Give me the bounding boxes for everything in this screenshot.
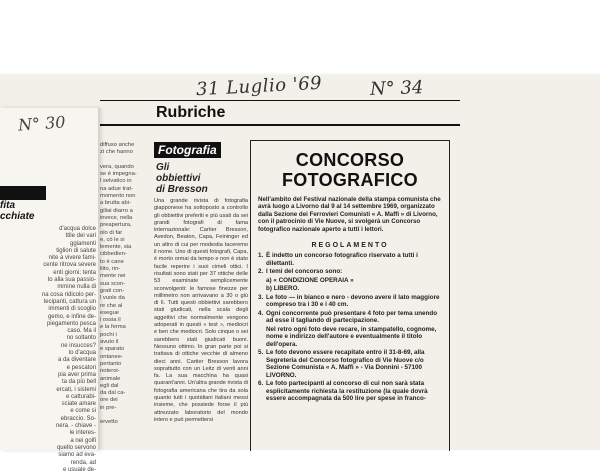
column-line: sua scon- [100,280,126,287]
column-line: noteroi- [100,368,120,375]
rule-item [258,310,444,325]
rule-item [258,326,444,349]
rule-number: 6. [258,380,264,387]
left-column-line: pia aver prima [57,371,96,378]
column-line: pochi i [100,331,117,338]
left-column-line: no soltanto [66,335,96,342]
column-line: in pre- [100,404,117,411]
rule-number: 5. [258,349,264,356]
left-column-line: le interes- [69,430,96,437]
column-line: cibbedien- [100,251,127,258]
section-title: Rubriche [156,104,226,121]
left-handwritten-number: N° 30 [17,112,67,135]
header-rule-bottom [100,124,460,126]
column-line [100,157,152,164]
column-line: diffuso anche [100,142,135,148]
column-line: e, cò le si [100,236,125,243]
column-line: animale [100,375,121,382]
rule-text: a) « CONDIZIONE OPERAIA » [266,276,354,284]
column-line: to è cane [100,258,124,265]
left-column-line: sciate amare [61,401,96,408]
column-line: giliai diarro a [100,207,133,214]
left-column-line: a nei golfi [70,437,96,444]
rule-text: I temi del concorso sono: [266,268,343,275]
handwritten-issue-number: N° 34 [369,77,424,100]
left-column-line: immenti di scoglio [48,306,96,313]
left-column-line: ercati, i sistemi [56,386,96,393]
rule-number [258,285,266,293]
left-column-line: ebraccio. So- [60,415,96,422]
rule-text: b) LIBERO. [266,285,300,292]
rule-number: 4. [258,309,264,317]
left-column-line: renda, ad [70,459,96,466]
column-line: egli dal [100,382,119,389]
header-rule-top [100,100,460,101]
rule-item [258,285,444,293]
column-line: e sparato [100,346,125,353]
left-headline-line: fita [0,200,15,211]
column-line [100,412,152,419]
article-title-line: obbiettivi [156,173,201,184]
rule-number: 3. [258,293,264,301]
left-column-line: quello servono [56,444,96,451]
contest-box [250,140,450,450]
column-line: na adue trat- [100,185,133,192]
left-column-line: nera. - chiave - [55,423,96,430]
article-title [156,162,208,195]
left-column-line: gemo, e infine de- [47,313,96,320]
column-line: preapertura, [100,222,132,229]
rule-item [258,349,444,379]
column-line: se è impegna- [100,171,137,178]
rule-number [258,277,266,285]
column-line: ervetto [100,419,118,426]
column-line: ontanee- [100,353,123,360]
column-line: ilito, rin- [100,266,121,273]
left-column-line: na cosa ridicolo per- [41,291,96,298]
article-body: Una grande rivista di fotografia giapponese ha sottoposto a controllo gli obbiettivi preferiti e più usati da sei grandi fotografi di fama internazionale: Cartier Bresson, Avedon, Beaton, Capa, Feininger ed un altro di cui per modestia taceremo il nome. Uno di questi fotografi, Capa, è morto ormai da tempo e non è stato facile reperire i suoi cimeli ottici. I risultati sono stati per 37 ottiche delle 53 esaminate semplicemente sconvolgenti: le famose finezze per millimetro non arrivavano a 30 o giù di lì. Tutti questi obbiettivi sarebbero stati giudicati, nella scala degli aggettivi che normalmente vengono adoperati in questi « test », mediocri e ben che mediocri. Solo cinque o sei sarebbero stati giudicati buoni. Nessuno ottimo. In gran parte poi si trattava di ottiche vecchie di almeno dieci anni. Cartier Bresson lavora soprattutto con un Leitz di venti anni fa. La sua macchina ha quasi quarant'anni. Un'altra grande rivista di fotografia americana che tira da sola quanto tutti i quotidiani italiani messi insieme, che possiede forse il più attrezzato laboratorio del mondo intero e può permettersi [154,198,248,423]
column-line: avuto il [100,339,119,346]
column-line: invece, nella [100,214,133,221]
left-column-line: e come si [70,408,96,415]
left-column-line: ggiamenti [69,240,96,247]
rule-item [258,252,444,267]
left-column-line: cente ritrova severe [43,262,96,269]
rules-list [258,252,444,404]
left-body-text [0,226,96,474]
column-line: e la ferma [100,324,126,331]
left-column-line: lo d'acqua [68,350,96,357]
rule-number: 1. [258,252,264,259]
rule-item [258,277,444,285]
rule-number [258,326,266,349]
left-column-line: ta da più bell [61,379,96,386]
article-title-line: di Bresson [156,184,208,195]
column-line: pertanto [100,360,122,367]
left-column-line: d'acqua dolce [59,226,96,232]
left-column-line: piegamento pesca [46,320,96,327]
left-headline-line: cchiate [0,211,35,222]
rule-text: Le foto — in bianco e nero - devono avere il lato maggiore compreso tra i 30 e i 40 cm. [266,293,440,308]
rule-text: Le foto devono essere recapitate entro il 31-8-69, alla Segreteria del Concorso fotografico di Vie Nuove c/o Sezione Comunista « A. Maffi » - Via Donnini - 57100 LIVORNO. [266,349,425,379]
rule-item [258,294,444,309]
previous-article-column [100,142,152,450]
rule-text: È indetto un concorso fotografico riservato a tutti i dilettanti. [266,252,418,267]
rule-text: Ogni concorrente può presentare 4 foto per tema unendo ad esse il tagliando di partecipazione. [266,309,438,324]
rule-text: Le foto partecipanti al concorso di cui non sarà stata esplicitamente richiesta la restituzione (la quale dovrà essere accompagnata da 500 lire per spese in franco- [266,380,428,402]
column-line: momento non [100,193,136,200]
left-column-line: ttile dei vari [65,233,96,240]
column-line: l vuole da [100,295,125,302]
article-title-line: Gli [156,162,170,173]
column-line: esegue [100,309,120,316]
left-column-line: mmine nulla di [57,284,96,291]
contest-title-line1: CONCORSO [295,150,405,170]
left-column-line: tecipanti, cattura un [43,298,96,305]
rule-item [258,380,444,403]
column-line: a brutta abi- [100,200,131,207]
regolamento-heading: REGOLAMENTO [311,242,389,249]
left-column-line: siamo ad eva- [58,452,96,459]
overlapping-page [0,108,99,473]
left-column-line: tiglion di salute [56,247,96,254]
left-headline [0,200,34,222]
left-column-line: e pescatori [66,364,96,371]
column-line: vera, quando [100,163,134,170]
left-column-line: a da diventare [57,357,96,364]
column-line: grati con- [100,287,125,294]
column-line: l selvatico in [100,178,132,185]
column-line: lemente, sia [100,244,132,251]
left-column-line: caso. Ma il [67,328,96,335]
left-column-line: e catturabi- [65,393,96,400]
left-column-line: to alla sua passio- [47,277,96,284]
column-line: ore dei [100,397,118,404]
handwritten-date: 31 Luglio '69 [195,72,323,101]
article-section-label: Fotografia [154,142,221,158]
column-line: da dal ca- [100,390,126,397]
rule-number: 2. [258,268,264,275]
left-column-line: e usuale de- [62,466,96,473]
column-line: olo di far [100,229,123,236]
left-section-bar [0,186,46,200]
left-column-line: enti giorni; tenta [53,269,96,276]
rule-item [258,268,444,276]
column-line: zi che hanno [100,149,133,156]
contest-title-line2: FOTOGRAFICO [282,170,418,190]
contest-intro: Nell'ambito del Festival nazionale della stampa comunista che avrà luogo a Livorno dal 9 al 14 settembre 1969, organizzato dalla Sezione dei Ferrovieri Comunisti « A. Maffi » di Livorno, con il patrocinio di Vie Nuove, si svolgerà un Concorso fotografico nazionale aperto a tutti i lettori. [258,196,441,233]
column-line: re che al [100,302,123,309]
column-line: mente nei [100,273,126,280]
left-column-line: ne insucces? [60,342,96,349]
rule-text: Nel retro ogni foto deve recare, in stampatello, cognome, nome e indirizzo dell'autore e eventualmente il titolo dell'opera. [266,325,437,348]
left-column-line: nite a vivere fami- [48,255,96,262]
column-line: i ossia il [100,317,121,324]
